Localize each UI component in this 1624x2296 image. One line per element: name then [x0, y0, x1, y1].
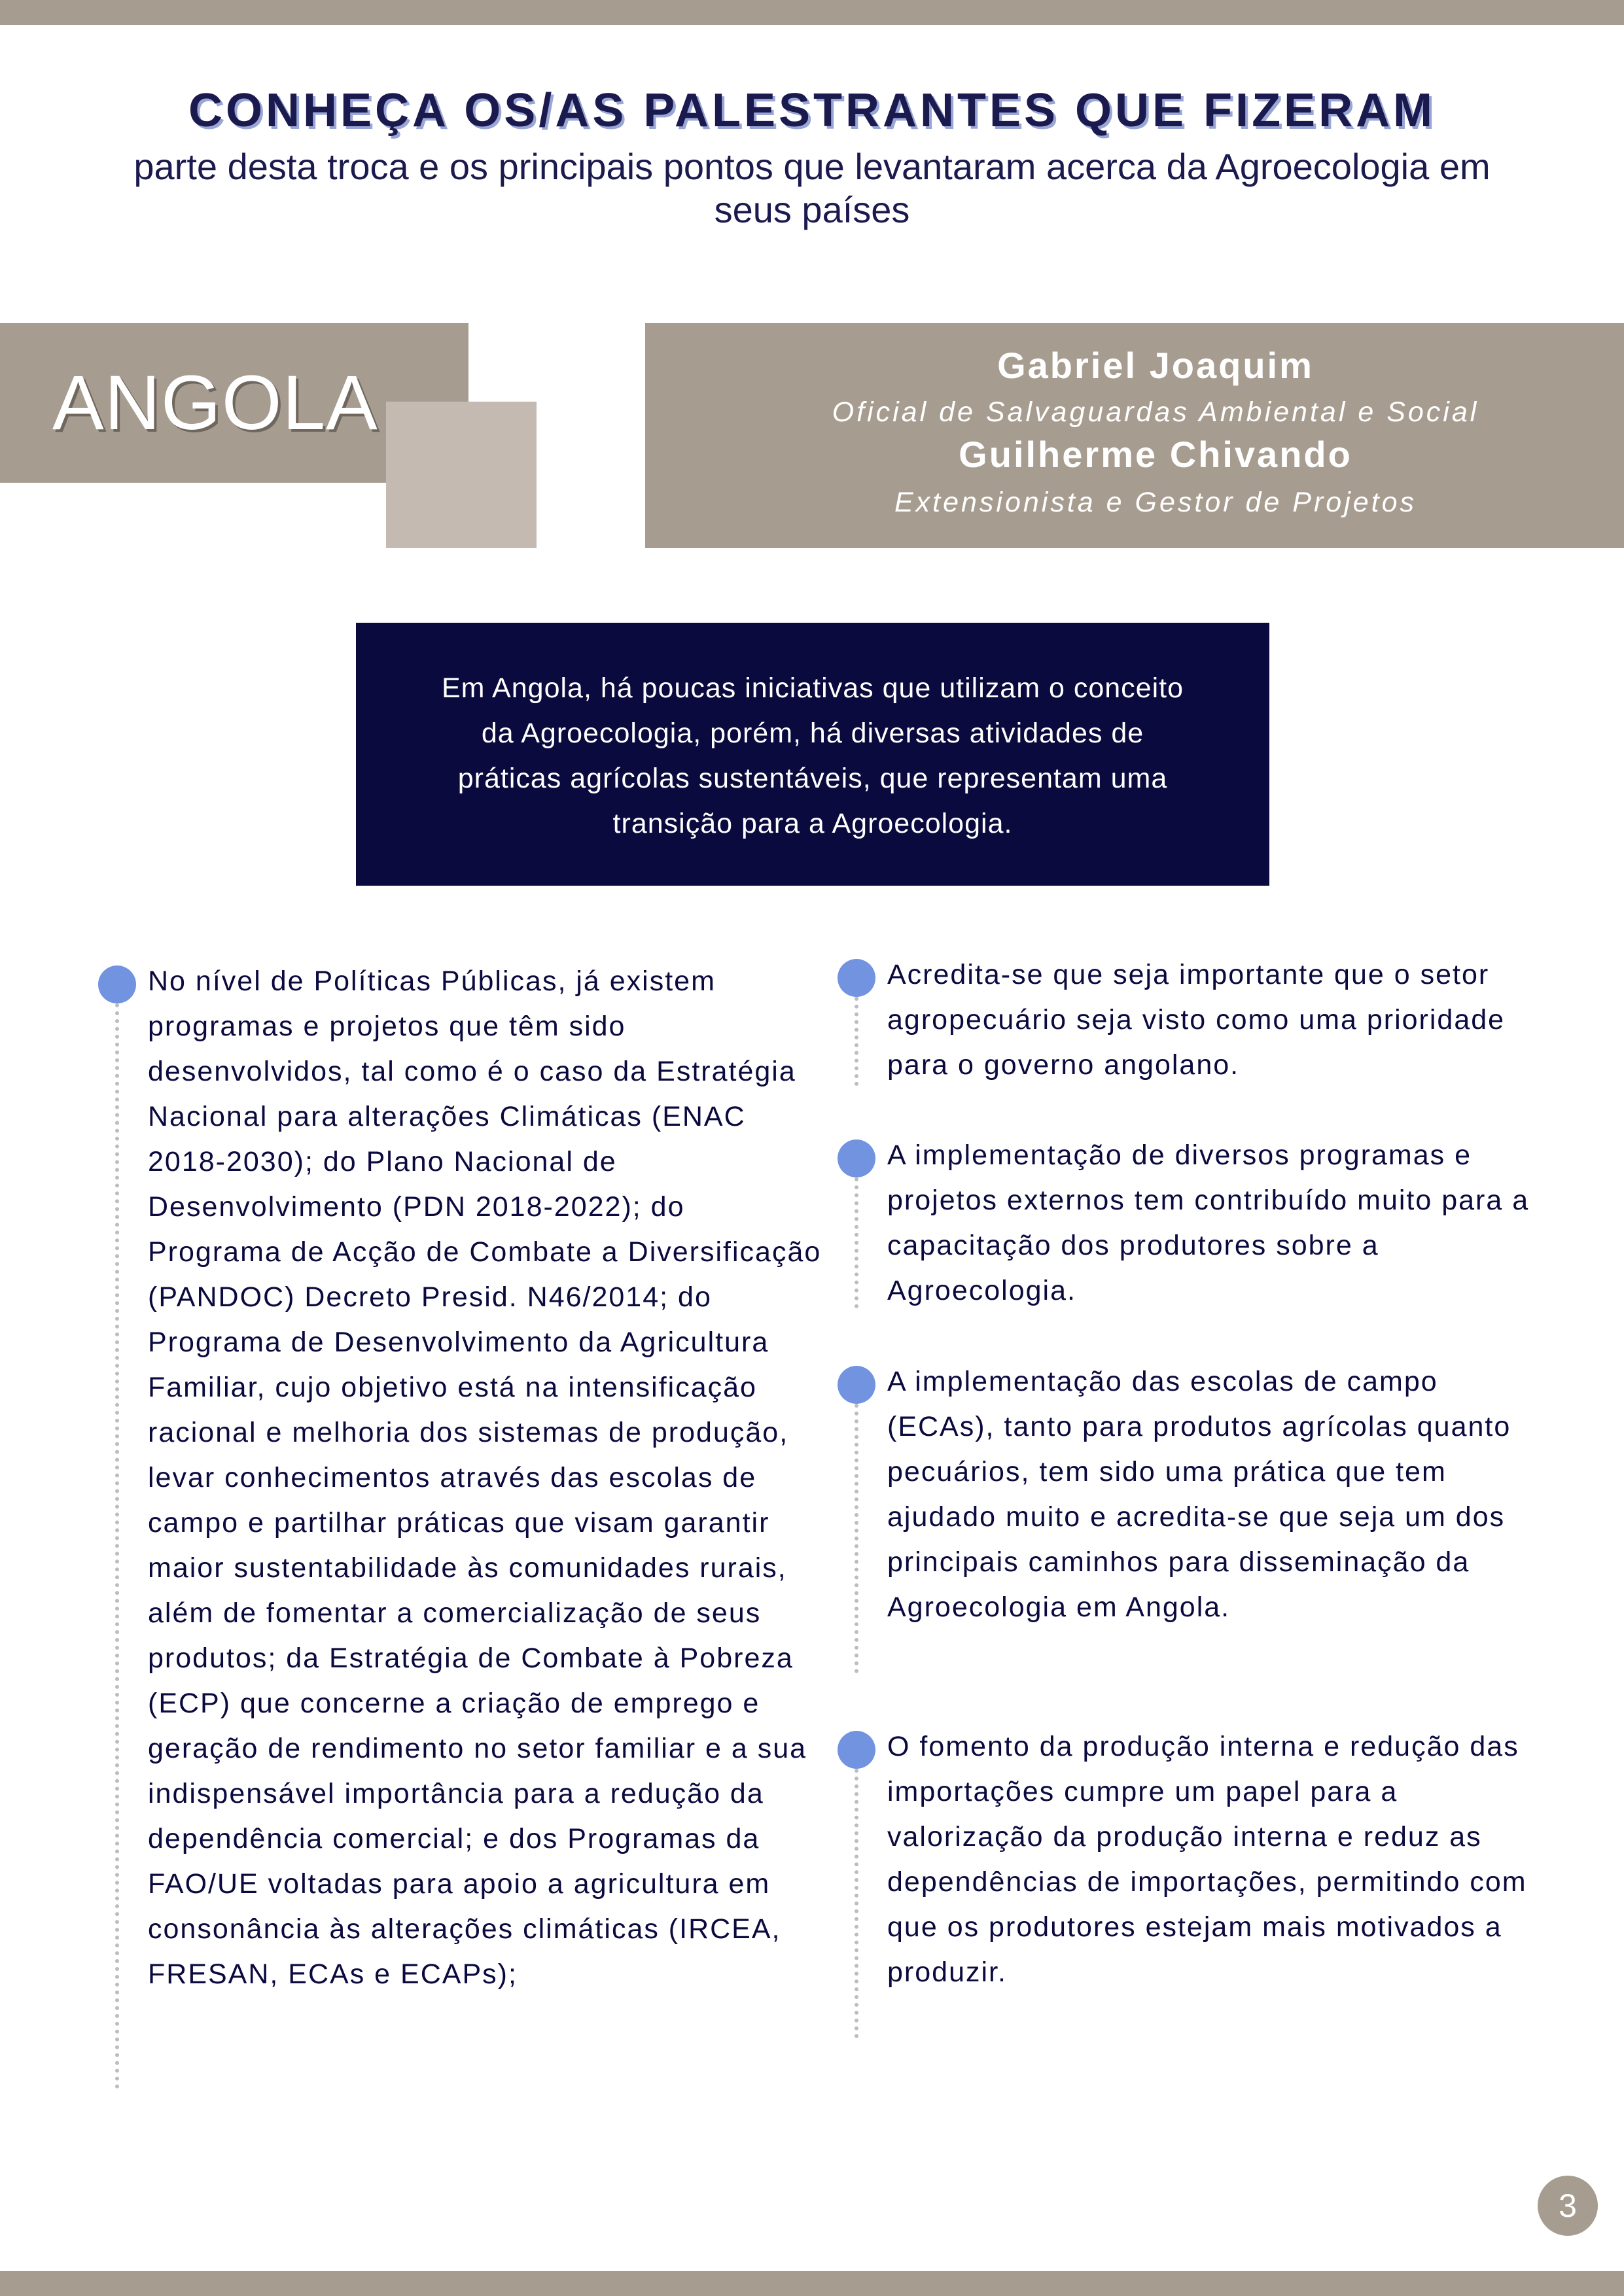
page-title: CONHEÇA OS/AS PALESTRANTES QUE FIZERAM — [188, 84, 1436, 137]
bullet-dot-icon — [838, 1139, 875, 1177]
page-number-badge: 3 — [1538, 2176, 1598, 2236]
speaker-role-2: Extensionista e Gestor de Projetos — [894, 487, 1417, 518]
summary-box: Em Angola, há poucas iniciativas que utilizam o conceito da Agroecologia, porém, há diversas atividades de práticas agrícolas sustentáveis, que representam uma transição para a Agroecologia. — [356, 623, 1269, 886]
top-decorative-bar — [0, 0, 1624, 25]
country-name: ANGOLA — [52, 360, 378, 446]
speaker-name-2: Guilherme Chivando — [959, 434, 1352, 475]
right-point-4: O fomento da produção interna e redução das importações cumpre um papel para a valorização da produção interna e reduz as dependências de importações, permitindo com que os produtores estejam mais motivados a produzir. — [887, 1731, 1527, 1988]
bullet-timeline-line — [855, 1404, 858, 1673]
bullet-timeline-line — [855, 997, 858, 1086]
bottom-decorative-bar — [0, 2271, 1624, 2296]
right-point-3: A implementação das escolas de campo (ECAs), tanto para produtos agrícolas quanto pecuários, tem sido uma prática que tem ajudado muito e acredita-se que seja um dos principais caminhos para disseminação da Agroecologia em Angola. — [887, 1366, 1511, 1623]
bullet-timeline-line — [115, 1003, 119, 2089]
country-banner-accent — [386, 402, 537, 548]
speakers-panel — [645, 323, 1624, 548]
speaker-name-1: Gabriel Joaquim — [997, 345, 1314, 386]
right-point-2: A implementação de diversos programas e projetos externos tem contribuído muito para a capacitação dos produtores sobre a Agroecologia. — [887, 1139, 1530, 1306]
left-point-1: No nível de Políticas Públicas, já existem programas e projetos que têm sido desenvolvidos, tal como é o caso da Estratégia Nacional para alterações Climáticas (ENAC 2018-2030); do Plano Nacional de Desenvolvimento (PDN 2018-2022); do Programa de Acção de Combate a Diversificação (PANDOC) Decreto Presid. N46/2014; do Programa de Desenvolvimento da Agricultura Familiar, cujo objetivo está na intensificação racional e melhoria dos sistemas de produção, levar conhecimentos através das escolas de campo e partilhar práticas que visam garantir maior sustentabilidade às comunidades rurais, além de fomentar a comercialização de seus produtos; da Estratégia de Combate à Pobreza (ECP) que concerne a criação de emprego e geração de rendimento no setor familiar e a sua indispensável importância para a redução da dependência comercial; e dos Programas da FAO/UE voltadas para apoio a agricultura em consonância às alterações climáticas (IRCEA, FRESAN, ECAs e ECAPs); — [148, 965, 822, 1990]
bullet-dot-icon — [838, 959, 875, 997]
bullet-dot-icon — [98, 965, 136, 1003]
bullet-dot-icon — [838, 1731, 875, 1769]
page-subtitle: parte desta troca e os principais pontos que levantaram acerca da Agroecologia em seus países — [133, 146, 1491, 230]
bullet-dot-icon — [838, 1366, 875, 1404]
speaker-role-1: Oficial de Salvaguardas Ambiental e Social — [832, 396, 1479, 428]
bullet-timeline-line — [855, 1177, 858, 1308]
right-point-1: Acredita-se que seja importante que o setor agropecuário seja visto como uma prioridade para o governo angolano. — [887, 959, 1506, 1081]
bullet-timeline-line — [855, 1769, 858, 2038]
